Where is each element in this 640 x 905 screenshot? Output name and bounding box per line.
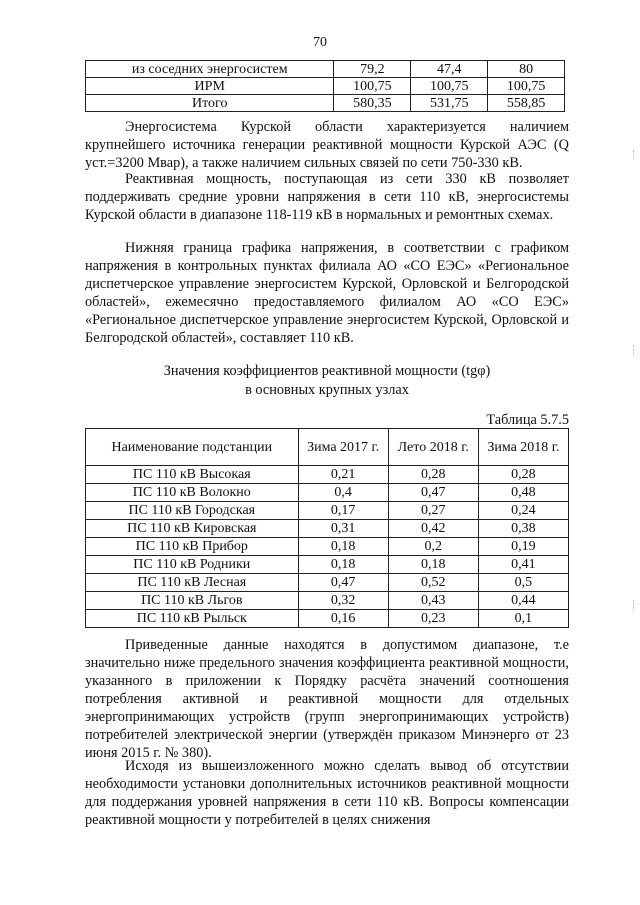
substation-name: ПС 110 кВ Кировская [86,520,299,538]
table-row [86,592,569,610]
substation-name: ПС 110 кВ Рыльск [86,610,299,628]
sources-table-body [86,61,565,112]
substation-name: ПС 110 кВ Льгов [86,592,299,610]
table-row [86,520,569,538]
header-winter-2018: Зима 2018 г. [478,429,568,466]
paragraph-kursk-npp [85,118,569,172]
sources-table-row [86,61,565,78]
winter-2018-value: 0,19 [478,538,568,556]
winter-2018-value: 0,28 [478,466,568,484]
paragraph-text: Энергосистема Курской области характеризуется наличием крупнейшего источника генерации реактивной мощности Курской АЭС (Q уст.=3200 Мвар), а также наличием сильных связей по сети 750-330 кВ. [85,119,569,171]
winter-2017-value: 0,47 [298,574,388,592]
row-value: 79,2 [334,61,411,78]
table-header-row [86,429,569,466]
scan-margin-mark [633,345,636,355]
row-label: из соседних энергосистем [86,61,334,78]
table-row [86,502,569,520]
winter-2017-value: 0,16 [298,610,388,628]
reactive-power-table [85,428,569,628]
row-value: 100,75 [411,78,488,95]
winter-2018-value: 0,44 [478,592,568,610]
winter-2018-value: 0,24 [478,502,568,520]
winter-2017-value: 0,17 [298,502,388,520]
row-label: Итого [86,95,334,112]
row-value: 580,35 [334,95,411,112]
summer-2018-value: 0,52 [388,574,478,592]
scan-margin-mark [633,150,636,160]
winter-2017-value: 0,4 [298,484,388,502]
row-label: ИРМ [86,78,334,95]
substation-name: ПС 110 кВ Городская [86,502,299,520]
summer-2018-value: 0,23 [388,610,478,628]
reactive-power-table-body [86,466,569,628]
sources-table [85,60,565,112]
paragraph-conclusion-range [85,636,569,762]
table-row [86,466,569,484]
header-winter-2017: Зима 2017 г. [298,429,388,466]
winter-2018-value: 0,1 [478,610,568,628]
winter-2018-value: 0,48 [478,484,568,502]
table-row [86,538,569,556]
winter-2017-value: 0,32 [298,592,388,610]
paragraph-text: Реактивная мощность, поступающая из сети 330 кВ позволяет поддерживать средние уровни напряжения в сети 110 кВ, энергосистемы Курской области в диапазоне 118-119 кВ в нормальных и ремонтных схемах. [85,171,569,223]
table-row [86,484,569,502]
row-value: 100,75 [334,78,411,95]
header-substation: Наименование подстанции [86,429,299,466]
page-number: 70 [313,35,327,50]
table-row [86,556,569,574]
summer-2018-value: 0,43 [388,592,478,610]
row-value: 80 [488,61,565,78]
winter-2018-value: 0,41 [478,556,568,574]
summer-2018-value: 0,42 [388,520,478,538]
paragraph-text: Приведенные данные находятся в допустимом диапазоне, т.е значительно ниже предельного значения коэффициента реактивной мощности, указанного в приложении к Порядку расчёта значений соотношения потребления активной и реактивной мощности для отдельных энергопринимающих устройств (групп энергопринимающих устройств) потребителей электрической энергии (утверждён приказом Минэнерго от 23 июня 2015 г. № 380). [85,637,569,761]
winter-2017-value: 0,18 [298,556,388,574]
summer-2018-value: 0,27 [388,502,478,520]
table-row [86,574,569,592]
substation-name: ПС 110 кВ Лесная [86,574,299,592]
winter-2017-value: 0,31 [298,520,388,538]
sources-table-row [86,95,565,112]
row-value: 531,75 [411,95,488,112]
summer-2018-value: 0,28 [388,466,478,484]
table-caption-line1: Значения коэффициентов реактивной мощности (tgφ) [163,363,491,379]
table-caption-line2: в основных крупных узлах [245,382,409,398]
row-value: 558,85 [488,95,565,112]
scan-margin-mark [633,600,636,610]
winter-2017-value: 0,21 [298,466,388,484]
substation-name: ПС 110 кВ Высокая [86,466,299,484]
paragraph-reactive-power [85,170,569,224]
table-row [86,610,569,628]
paragraph-text: Нижняя граница графика напряжения, в соответствии с графиком напряжения в контрольных пунктах филиала АО «СО ЕЭС» «Региональное диспетчерское управление энергосистем Курской, Орловской и Белгородской областей», ежемесячно предоставляемого филиалом АО «СО ЕЭС» «Региональное диспетчерское управление энергосистем Курской, Орловской и Белгородской областей», составляет 110 кВ. [85,240,569,346]
substation-name: ПС 110 кВ Родники [86,556,299,574]
substation-name: ПС 110 кВ Волокно [86,484,299,502]
row-value: 100,75 [488,78,565,95]
summer-2018-value: 0,47 [388,484,478,502]
winter-2018-value: 0,5 [478,574,568,592]
header-summer-2018: Лето 2018 г. [388,429,478,466]
table-number-label: Таблица 5.7.5 [486,412,569,428]
summer-2018-value: 0,18 [388,556,478,574]
paragraph-text: Исходя из вышеизложенного можно сделать вывод об отсутствии необходимости установки дополнительных источников реактивной мощности для поддержания уровней напряжения в сети 110 кВ. Вопросы компенсации реактивной мощности у потребителей в целях снижения [85,758,569,828]
winter-2018-value: 0,38 [478,520,568,538]
paragraph-conclusion-sources [85,757,569,829]
substation-name: ПС 110 кВ Прибор [86,538,299,556]
summer-2018-value: 0,2 [388,538,478,556]
row-value: 47,4 [411,61,488,78]
sources-table-row [86,78,565,95]
paragraph-voltage-limit [85,239,569,347]
winter-2017-value: 0,18 [298,538,388,556]
